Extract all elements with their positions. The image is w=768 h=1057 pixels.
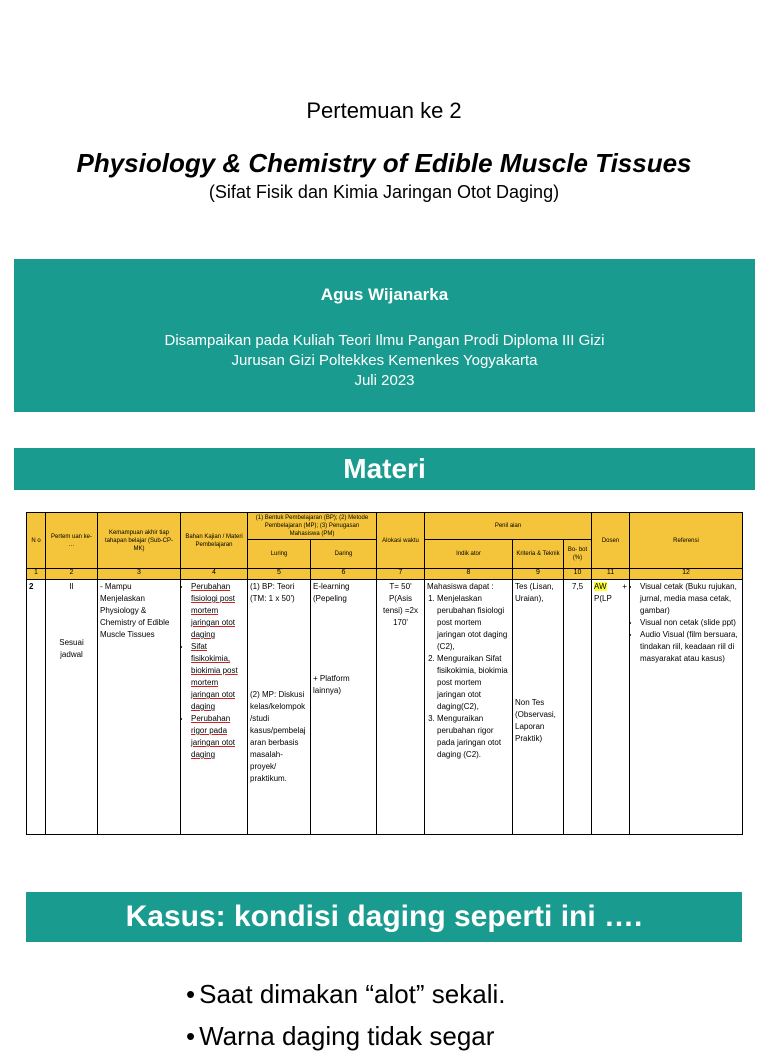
row-number: 2: [29, 582, 34, 591]
header-dosen: Dosen: [592, 513, 630, 569]
materi-heading: Materi: [14, 448, 755, 490]
header-referensi: Referensi: [630, 513, 743, 569]
col-number: 9: [513, 569, 564, 580]
header-no: N o: [27, 513, 46, 569]
dosen-aw: AW: [594, 582, 607, 591]
header-bahan: Bahan Kajian / Materi Pembelajaran: [181, 513, 248, 569]
cell-no: [27, 580, 46, 835]
cell-pertemuan: [46, 580, 98, 835]
dosen-plp: P(LP: [594, 594, 612, 603]
header-alokasi: Alokasi waktu: [377, 513, 425, 569]
author-line-1: Disampaikan pada Kuliah Teori Ilmu Pangan Prodi Diploma III Gizi: [164, 332, 605, 349]
sesuai-jadwal: Sesuai jadwal: [59, 638, 84, 659]
col-number: 3: [98, 569, 181, 580]
cell-bobot: 7,5: [564, 580, 592, 835]
kasus-bullet-list: [186, 973, 505, 1057]
cell-alokasi: T= 50' P(Asis tensi) =2x 170': [377, 580, 425, 835]
indikator-item: 2. Menguraikan Sifat fisikokimia, biokimia post mortem jaringan otot daging(C2),: [437, 653, 510, 713]
cell-indikator: [425, 580, 513, 835]
slide-title: Physiology & Chemistry of Edible Muscle Tissues: [76, 148, 692, 178]
pertemuan-value: II: [69, 582, 74, 591]
cell-luring: [248, 580, 311, 835]
header-luring: Luring: [248, 540, 311, 569]
author-name: Agus Wijanarka: [320, 285, 449, 304]
col-number: 10: [564, 569, 592, 580]
referensi-item: • Visual cetak (Buku rujukan, jurnal, media masa cetak, gambar): [640, 581, 740, 617]
col-number: 1: [27, 569, 46, 580]
indikator-intro: Mahasiswa dapat :: [427, 582, 494, 591]
kasus-bullet: • Saat dimakan “alot” sekali.: [186, 973, 505, 1015]
header-pertemuan: Pertem uan ke- …: [46, 513, 98, 569]
col-number: 12: [630, 569, 743, 580]
col-number: 11: [592, 569, 630, 580]
header-daring: Daring: [311, 540, 377, 569]
slide-subtitle: (Sifat Fisik dan Kimia Jaringan Otot Daging): [208, 182, 560, 202]
cell-kemampuan: - Mampu Menjelaskan Physiology & Chemistry of Edible Muscle Tissues: [98, 580, 181, 835]
author-line-3: Juli 2023: [354, 372, 415, 389]
col-number: 6: [311, 569, 377, 580]
col-number: 7: [377, 569, 425, 580]
bahan-item: • Perubahan fisiologi post mortem jaringan otot daging: [191, 581, 245, 641]
daring-elearning: E-learning (Pepeling: [313, 582, 350, 603]
col-number: 8: [425, 569, 513, 580]
rps-table-container: [26, 512, 742, 835]
table-row: [27, 580, 743, 835]
meeting-number: Pertemuan ke 2: [306, 98, 462, 123]
dosen-plus: +: [622, 582, 627, 591]
bahan-item: • Sifat fisikokimia, biokimia post mortem jaringan otot daging: [191, 641, 245, 713]
header-indikator: Indik ator: [425, 540, 513, 569]
col-number: 4: [181, 569, 248, 580]
referensi-item: • Audio Visual (film bersuara, tindakan riil, keadaan riil di masyarakat atau kasus): [640, 629, 740, 665]
cell-bahan: [181, 580, 248, 835]
header-penilaian: Penil aian: [425, 513, 592, 540]
cell-daring: [311, 580, 377, 835]
rps-table: [26, 512, 743, 835]
cell-dosen: [592, 580, 630, 835]
col-number: 2: [46, 569, 98, 580]
kriteria-tes: Tes (Lisan, Uraian),: [515, 582, 554, 603]
cell-referensi: [630, 580, 743, 835]
kasus-bullet: • Warna daging tidak segar: [186, 1015, 505, 1057]
kasus-heading: Kasus: kondisi daging seperti ini ….: [26, 892, 742, 942]
indikator-item: 1. Menjelaskan perubahan fisiologi post mortem jaringan otot daging (C2),: [437, 593, 510, 653]
bahan-item: • Perubahan rigor pada jaringan otot daging: [191, 713, 245, 761]
luring-bp: (1) BP: Teori (TM: 1 x 50'): [250, 582, 295, 603]
kriteria-nontes: Non Tes (Observasi, Laporan Praktik): [515, 698, 556, 743]
author-details: [14, 331, 755, 391]
referensi-item: • Visual non cetak (slide ppt): [640, 617, 740, 629]
col-number: 5: [248, 569, 311, 580]
header-kemampuan: Kemampuan akhir tiap tahapan belajar (Sub-CP-MK): [98, 513, 181, 569]
luring-mp: (2) MP: Diskusi kelas/kelompok /studi kasus/pembelaj aran berbasis masalah-proyek/ praktikum.: [250, 690, 306, 783]
header-bentuk: (1) Bentuk Pembelajaran (BP); (2) Metode Pembelajaran (MP); (3) Penugasan Mahasiswa (PM): [248, 513, 377, 540]
indikator-item: 3. Menguraikan perubahan rigor pada jaringan otot daging (C2).: [437, 713, 510, 761]
header-bobot: Bo- bot (%): [564, 540, 592, 569]
header-kriteria: Kriteria & Teknik: [513, 540, 564, 569]
author-banner: [14, 259, 755, 412]
daring-platform: + Platform lainnya): [313, 674, 350, 695]
author-line-2: Jurusan Gizi Poltekkes Kemenkes Yogyakarta: [231, 352, 538, 369]
cell-kriteria: [513, 580, 564, 835]
